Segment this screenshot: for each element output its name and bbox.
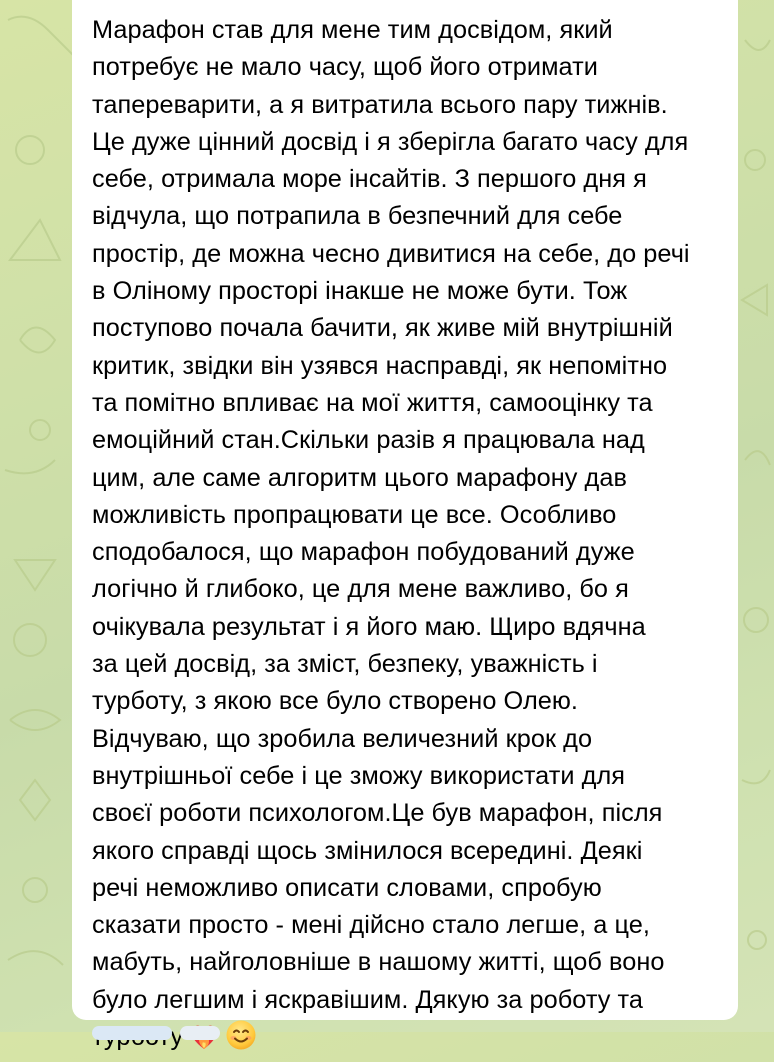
message-bubble[interactable]	[72, 0, 738, 1020]
reaction-chip[interactable]	[180, 1026, 220, 1040]
smiling-face-icon	[225, 1019, 257, 1062]
message-body: Марафон став для мене тим досвідом, який потребує не мало часу, щоб його отримати тапереварити, а я витратила всього пару тижнів. Це дуже цінний досвід і я зберігла багато часу для себе, отримала море інсайтів. З першого дня я відчула, що потрапила в безпечний для себе простір, де можна чесно дивитися на себе, до речі в Оліному просторі інакше не може бути. Тож поступово почала бачити, як живе мій внутрішній критик, звідки він узявся насправді, як непомітно та помітно впливає на мої життя, самооцінку та емоційний стан.Скільки разів я працювала над цим, але саме алгоритм цього марафону дав можливість пропрацювати це все. Особливо сподобалося, що марафон побудований дуже логічно й глибоко, це для мене важливо, бо я очікувала результат і я його маю. Щиро вдячна за цей досвід, за зміст, безпеку, уважність і турботу, з якою все було створено Олею. Відчуваю, що зробила величезний крок до внутрішньої себе і це зможу використати для своєї роботи психологом.Це був марафон, після якого справді щось змінилося всередині. Деякі речі неможливо описати словами, спробую сказати просто - мені дійсно стало легше, а це, мабуть, найголовніше в нашому житті, щоб воно було легшим і яскравішим. Дякую за роботу та	[92, 16, 690, 1014]
message-text	[92, 12, 720, 1062]
reaction-chip[interactable]	[92, 1026, 172, 1040]
